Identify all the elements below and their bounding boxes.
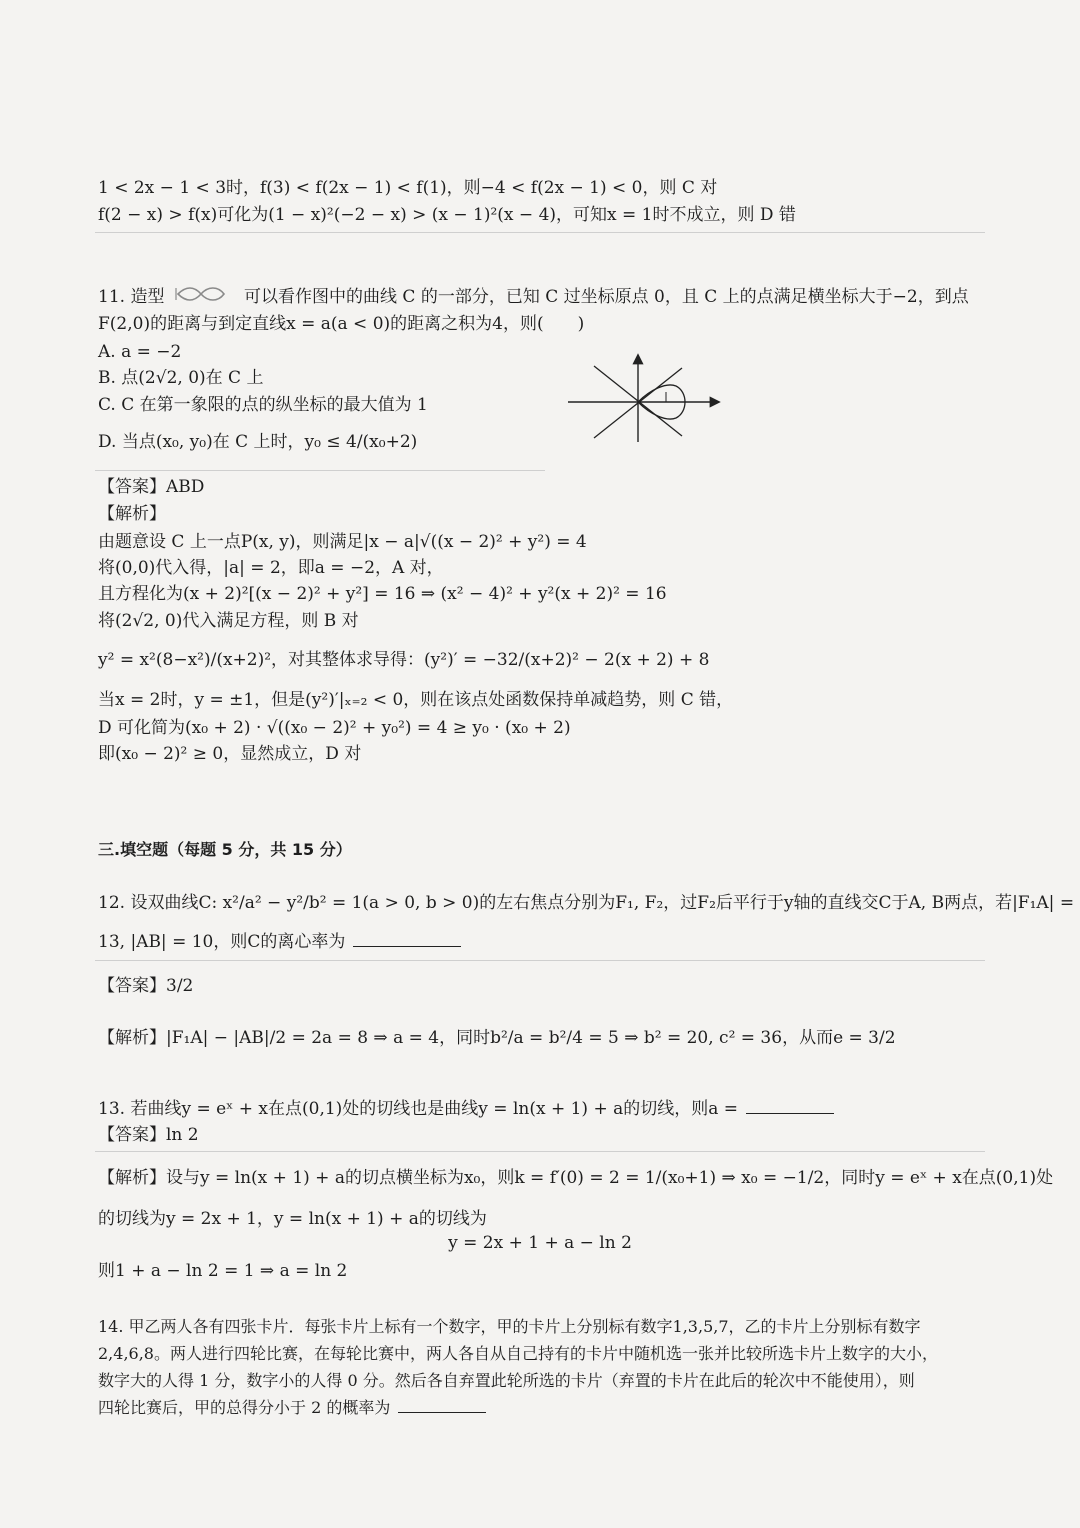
q13-analysis-line-2: 的切线为y = 2x + 1，y = ln(x + 1) + a的切线为 (98, 1209, 487, 1229)
q11-stem-line-2: F(2,0)的距离与到定直线x = a(a < 0)的距离之积为4，则( ) (98, 314, 585, 334)
q12-stem-text: 13, |AB| = 10，则C的离心率为 (98, 932, 346, 952)
q11-solution-line-1: 由题意设 C 上一点P(x, y)，则满足|x − a|√((x − 2)² + y²) = 4 (98, 532, 587, 552)
q13-stem (98, 1097, 834, 1121)
q11-answer: 【答案】ABD (98, 477, 205, 497)
q14-stem-text: 四轮比赛后，甲的总得分小于 2 的概率为 (98, 1398, 391, 1417)
top-divider (95, 232, 985, 233)
q11-solution-line-4: 将(2√2, 0)代入满足方程，则 B 对 (98, 611, 359, 631)
q13-analysis-line-4: 则1 + a − ln 2 = 1 ⇒ a = ln 2 (98, 1261, 348, 1281)
q12-stem-line-2 (98, 930, 461, 954)
q12-answer-blank (353, 930, 461, 947)
curve-c-figure (566, 352, 722, 444)
q11-divider (95, 470, 545, 471)
q11-solution-line-5: y² = x²(8−x²)/(x+2)²，对其整体求导得：(y²)′ = −32/(x+2)² − 2(x + 2) + 8 (98, 650, 710, 670)
q13-divider (95, 1151, 985, 1152)
q14-stem-line-3: 数字大的人得 1 分，数字小的人得 0 分。然后各自弃置此轮所选的卡片（弃置的卡片在此后的轮次中不能使用），则 (98, 1371, 915, 1390)
q11-prefix: 11. 造型 (98, 287, 165, 307)
q11-solution-line-8: 即(x₀ − 2)² ≥ 0，显然成立，D 对 (98, 744, 362, 764)
q11-option-a: A. a = −2 (98, 342, 182, 362)
q12-analysis: 【解析】|F₁A| − |AB|/2 = 2a = 8 ⇒ a = 4，同时b²/a = b²/4 = 5 ⇒ b² = 20, c² = 36，从而e = 3/2 (98, 1028, 896, 1048)
q13-analysis-line-3: y = 2x + 1 + a − ln 2 (448, 1233, 632, 1253)
q11-solution-line-6: 当x = 2时，y = ±1，但是(y²)′|ₓ₌₂ < 0，则在该点处函数保持单减趋势，则 C 错， (98, 690, 734, 710)
q14-stem-line-2: 2,4,6,8。两人进行四轮比赛，在每轮比赛中，两人各自从自己持有的卡片中随机选一张并比较所选卡片上数字的大小， (98, 1344, 938, 1363)
q13-answer-blank (746, 1097, 834, 1114)
q11-option-c: C. C 在第一象限的点的纵坐标的最大值为 1 (98, 395, 428, 415)
q11-option-d: D. 当点(x₀, y₀)在 C 上时，y₀ ≤ 4/(x₀+2) (98, 432, 418, 452)
q11-solution-line-7: D 可化简为(x₀ + 2) · √((x₀ − 2)² + y₀²) = 4 ≥ y₀ · (x₀ + 2) (98, 718, 571, 738)
q13-stem-text: 13. 若曲线y = eˣ + x在点(0,1)处的切线也是曲线y = ln(x + 1) + a的切线，则a = (98, 1099, 739, 1119)
q13-answer: 【答案】ln 2 (98, 1125, 199, 1145)
section-3-title: 三.填空题（每题 5 分，共 15 分） (98, 840, 352, 859)
q12-divider (95, 960, 985, 961)
prev-solution-line-1: 1 < 2x − 1 < 3时，f(3) < f(2x − 1) < f(1)，则−4 < f(2x − 1) < 0，则 C 对 (98, 178, 718, 198)
q14-answer-blank (398, 1396, 486, 1413)
q14-stem-line-1: 14. 甲乙两人各有四张卡片．每张卡片上标有一个数字，甲的卡片上分别标有数字1,3,5,7，乙的卡片上分别标有数字 (98, 1317, 921, 1336)
infinity-shape-icon (172, 284, 230, 304)
q13-analysis-line-1: 【解析】设与y = ln(x + 1) + a的切点横坐标为x₀，则k = f′(0) = 2 = 1/(x₀+1) ⇒ x₀ = −1/2，同时y = eˣ + x在点(0,1)处 (98, 1168, 1054, 1188)
q12-answer: 【答案】3/2 (98, 976, 194, 996)
q12-stem-line-1: 12. 设双曲线C: x²/a² − y²/b² = 1(a > 0, b > 0)的左右焦点分别为F₁, F₂，过F₂后平行于y轴的直线交C于A, B两点，若|F₁A| = (98, 893, 1075, 913)
q11-stem-line-1: 可以看作图中的曲线 C 的一部分，已知 C 过坐标原点 0，且 C 上的点满足横坐标大于−2，到点 (244, 287, 969, 307)
q11-solution-line-2: 将(0,0)代入得，|a| = 2，即a = −2，A 对， (98, 558, 444, 578)
q11-analysis-label: 【解析】 (98, 504, 166, 524)
q11-option-b: B. 点(2√2, 0)在 C 上 (98, 368, 264, 388)
q11-solution-line-3: 且方程化为(x + 2)²[(x − 2)² + y²] = 16 ⇒ (x² − 4)² + y²(x + 2)² = 16 (98, 584, 667, 604)
q14-stem-line-4 (98, 1396, 486, 1420)
prev-solution-line-2: f(2 − x) > f(x)可化为(1 − x)²(−2 − x) > (x − 1)²(x − 4)，可知x = 1时不成立，则 D 错 (98, 205, 796, 225)
